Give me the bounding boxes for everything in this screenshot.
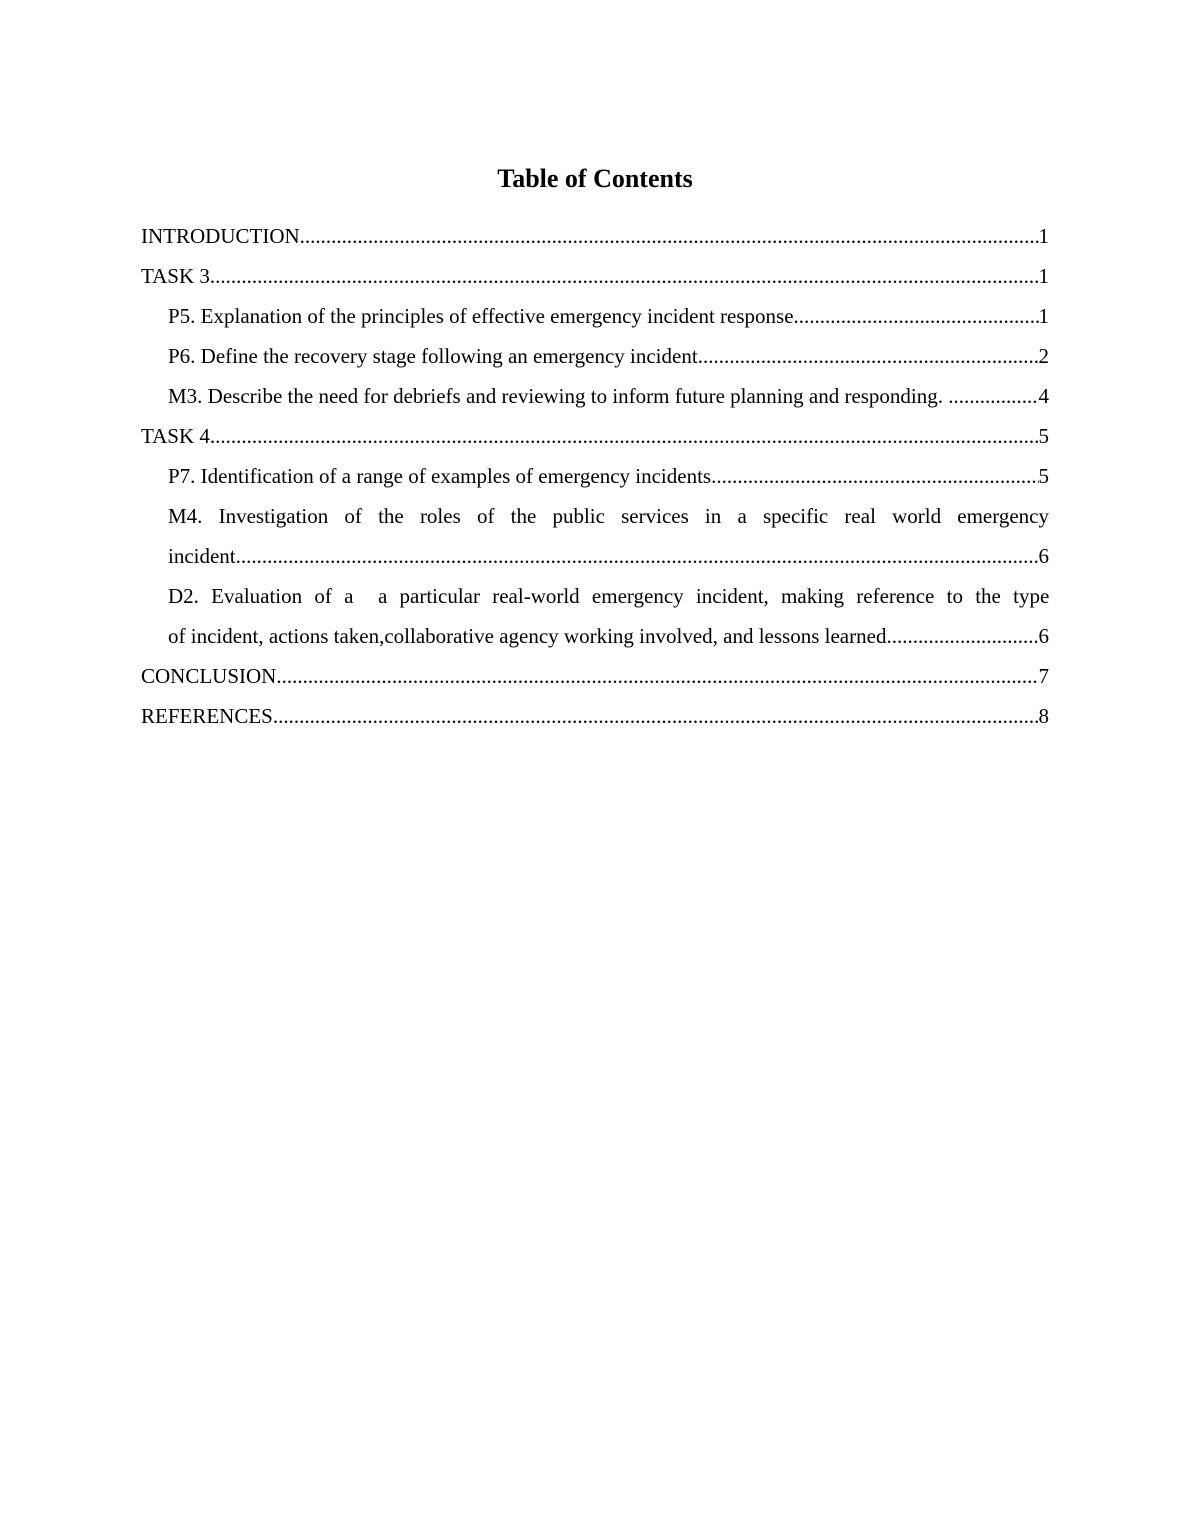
toc-title: Table of Contents xyxy=(497,164,693,193)
toc-dot-leader xyxy=(794,296,1039,336)
toc-page-number: 1 xyxy=(1038,264,1049,288)
toc-entry-label-line2: incident xyxy=(168,544,236,568)
toc-page-number: 2 xyxy=(1038,344,1049,368)
toc-page-number: 5 xyxy=(1038,464,1049,488)
toc-entry-label-line1: M4. Investigation of the roles of the public services in a specific real world emergency xyxy=(168,504,1049,528)
toc-entry-m4[interactable] xyxy=(141,496,1049,576)
toc-entry-p7[interactable] xyxy=(141,456,1049,496)
toc-dot-leader xyxy=(273,696,1039,736)
toc-dot-leader xyxy=(210,256,1039,296)
toc-list xyxy=(141,216,1049,736)
toc-entry-conclusion[interactable] xyxy=(141,656,1049,696)
toc-entry-task-3[interactable] xyxy=(141,256,1049,296)
toc-dot-leader xyxy=(711,456,1038,496)
toc-entry-references[interactable] xyxy=(141,696,1049,736)
toc-entry-label: TASK 3 xyxy=(141,264,210,288)
toc-entry-label: INTRODUCTION xyxy=(141,224,300,248)
toc-entry-label: REFERENCES xyxy=(141,704,273,728)
toc-dot-leader xyxy=(300,216,1039,256)
toc-dot-leader xyxy=(886,616,1038,656)
toc-entry-label: M3. Describe the need for debriefs and reviewing to inform future planning and responding. xyxy=(168,384,949,408)
toc-entry-m3[interactable] xyxy=(141,376,1049,416)
toc-entry-introduction[interactable] xyxy=(141,216,1049,256)
toc-entry-label: TASK 4 xyxy=(141,424,210,448)
toc-entry-label: CONCLUSION xyxy=(141,664,277,688)
toc-page-number: 6 xyxy=(1038,544,1049,568)
toc-entry-label: P5. Explanation of the principles of effective emergency incident response xyxy=(168,304,794,328)
toc-dot-leader xyxy=(276,656,1038,696)
toc-entry-label: P6. Define the recovery stage following an emergency incident xyxy=(168,344,698,368)
toc-page-number: 7 xyxy=(1038,664,1049,688)
toc-entry-p5[interactable] xyxy=(141,296,1049,336)
toc-page-number: 8 xyxy=(1038,704,1049,728)
toc-dot-leader xyxy=(236,536,1039,576)
toc-page-number: 1 xyxy=(1038,304,1049,328)
toc-entry-task-4[interactable] xyxy=(141,416,1049,456)
toc-page-number: 6 xyxy=(1038,624,1049,648)
toc-entry-p6[interactable] xyxy=(141,336,1049,376)
toc-entry-label-line1: D2. Evaluation of a a particular real-world emergency incident, making reference to the type xyxy=(168,584,1049,608)
toc-entry-d2[interactable] xyxy=(141,576,1049,656)
toc-entry-label-line2: of incident, actions taken,collaborative agency working involved, and lessons learned xyxy=(168,624,887,648)
toc-dot-leader xyxy=(948,376,1038,416)
toc-dot-leader xyxy=(698,336,1039,376)
toc-entry-label: P7. Identification of a range of examples of emergency incidents xyxy=(168,464,712,488)
toc-page-number: 4 xyxy=(1038,384,1049,408)
toc-page-number: 5 xyxy=(1038,424,1049,448)
toc-page-number: 1 xyxy=(1038,224,1049,248)
toc-dot-leader xyxy=(210,416,1039,456)
